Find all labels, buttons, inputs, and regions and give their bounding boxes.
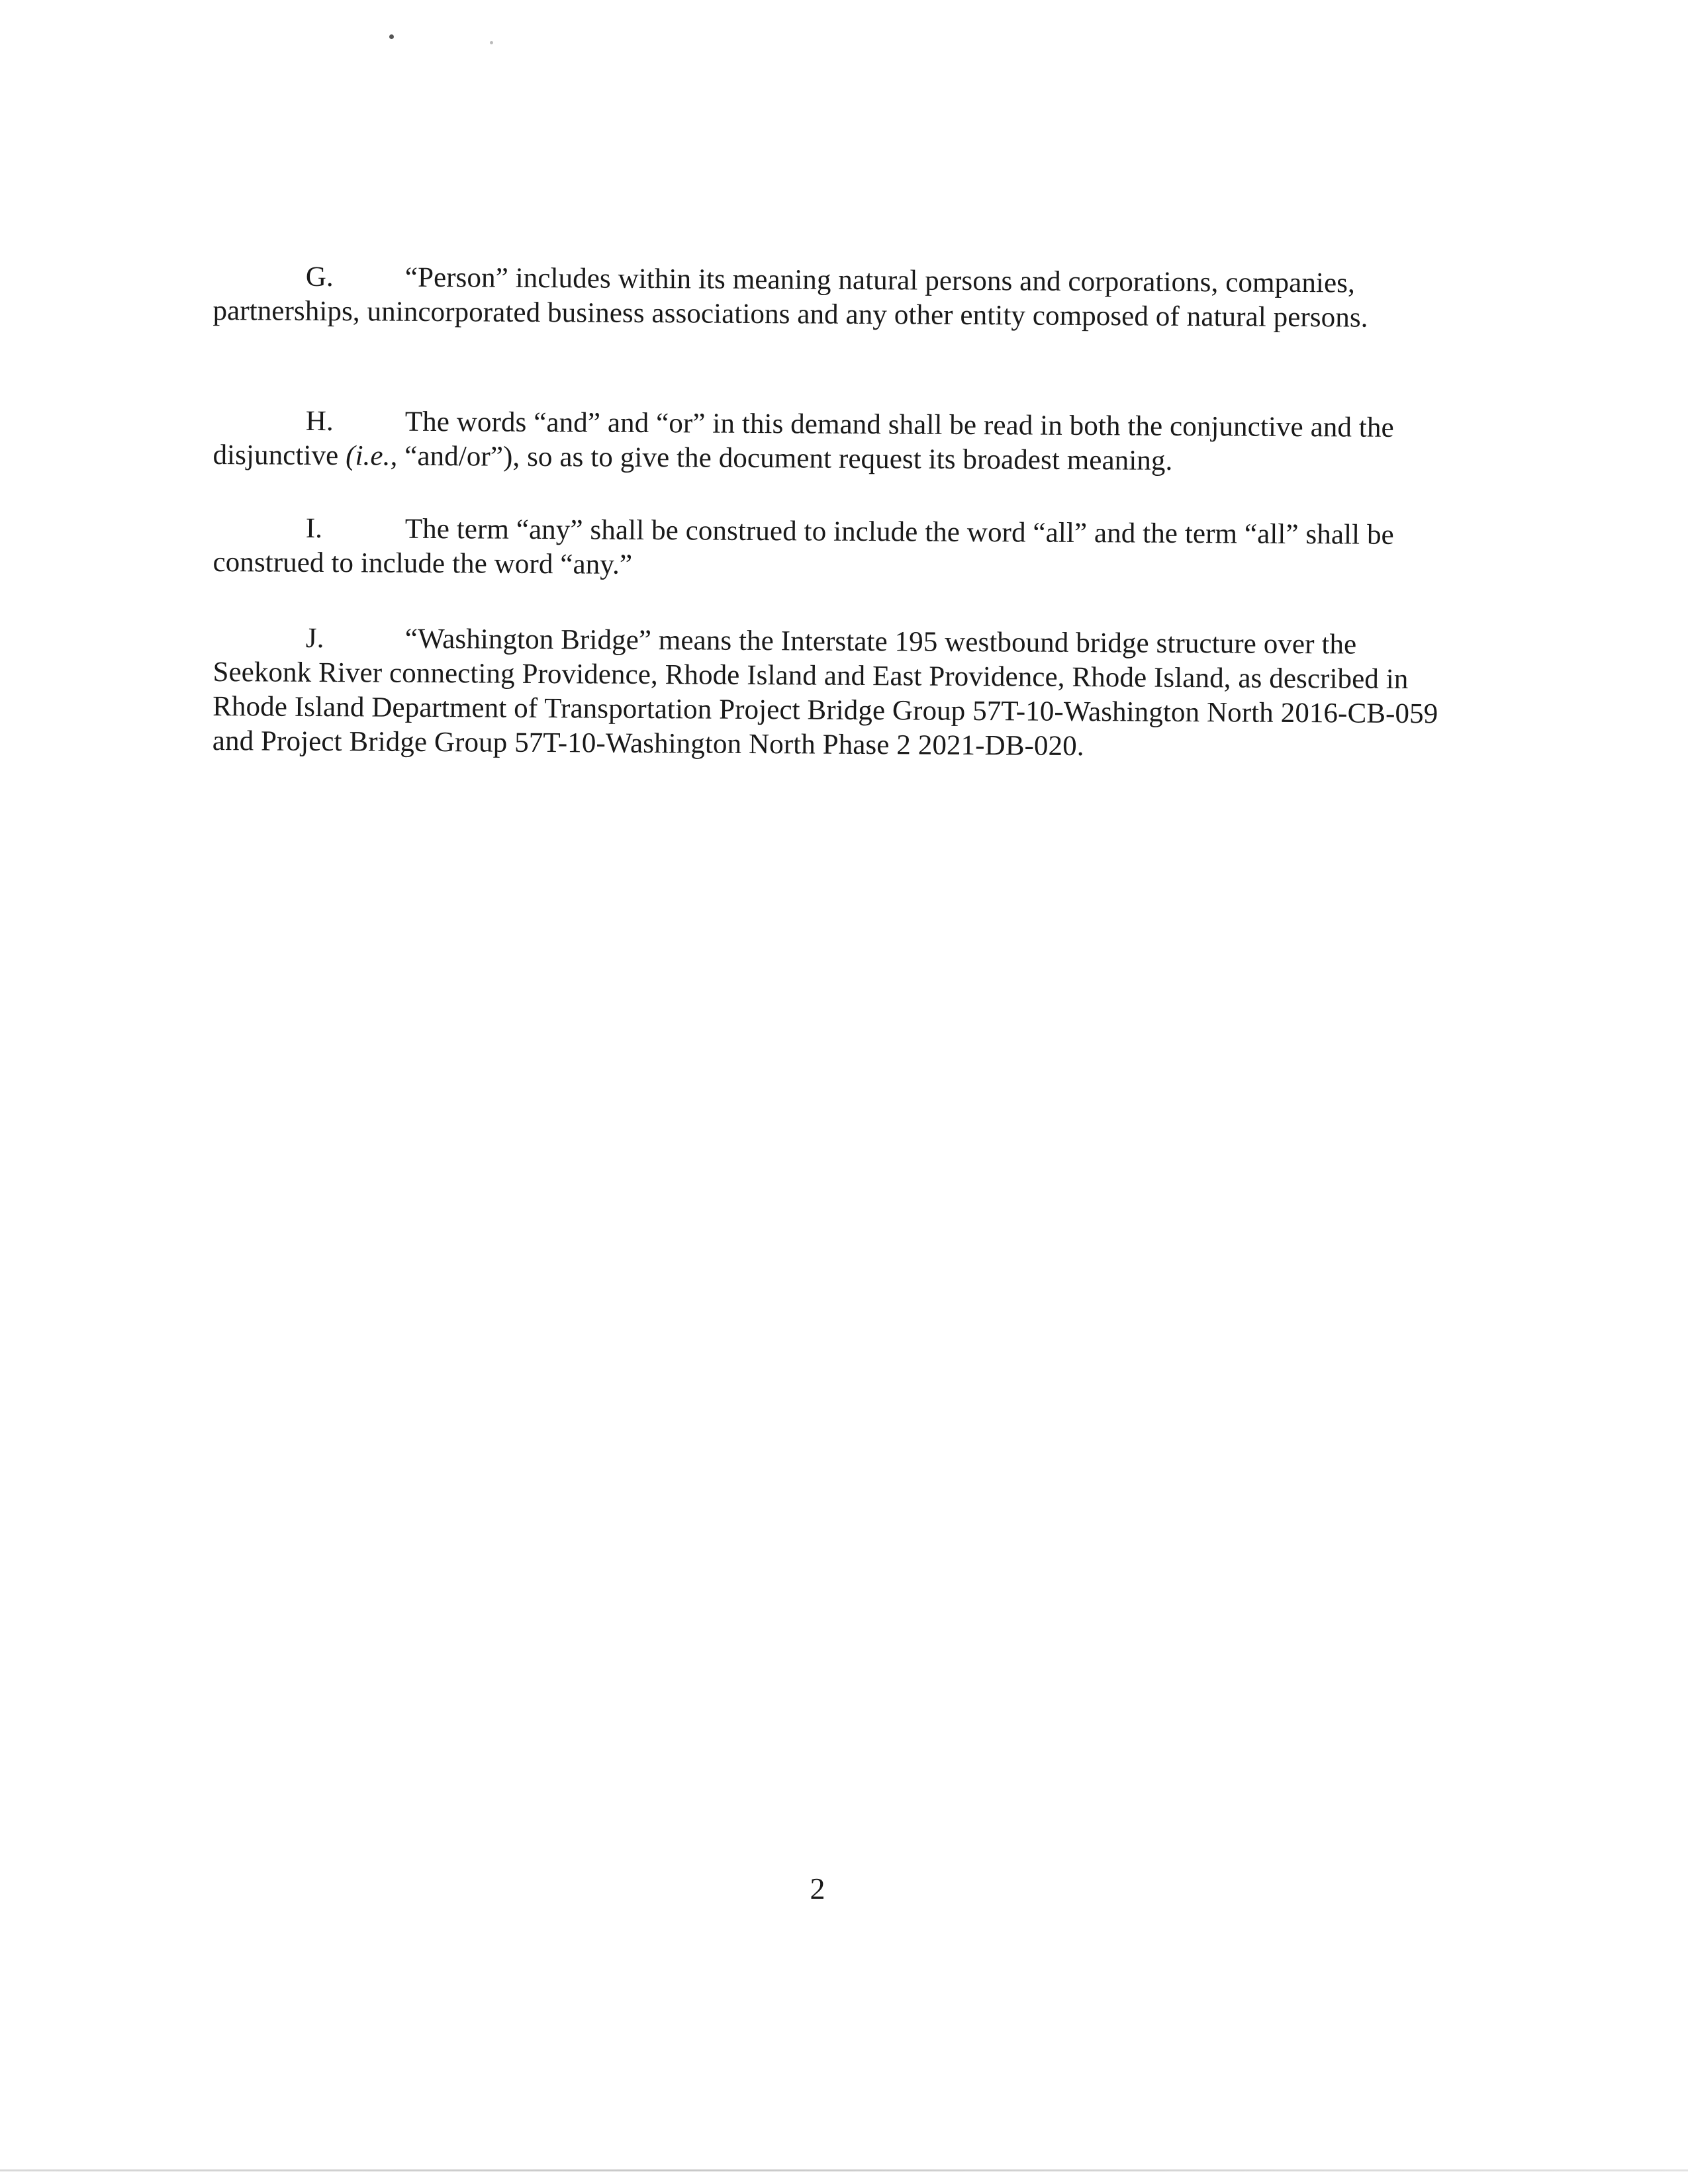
paragraph-letter: G. (305, 261, 334, 293)
paragraph-italic-text: (i.e., (346, 440, 398, 472)
paragraph-j (212, 621, 1444, 766)
paragraph-letter: H. (305, 405, 334, 437)
paragraph-text: The term “any” shall be construed to include the word “all” and the term “all” shall be construed to include the word “any.” (212, 513, 1394, 580)
paragraph-text: “and/or”), so as to give the document request its broadest meaning. (397, 440, 1173, 477)
paragraph-text: “Washington Bridge” means the Interstate 195 westbound bridge structure over the Seekonk River connecting Providence, Rhode Island and East Providence, Rhode Island, as described in Rhode Island Department of Transportation Project Bridge Group 57T-10-Washington North 2016-CB-059 and Project Bridge Group 57T-10-Washington North Phase 2 2021-DB-020. (212, 623, 1438, 762)
paragraph-h (212, 404, 1444, 480)
paragraph-letter: I. (305, 512, 323, 545)
scan-edge-line (0, 2169, 1688, 2171)
page-number: 2 (810, 1872, 825, 1905)
scan-speck (490, 41, 493, 44)
paragraph-text: “Person” includes within its meaning natural persons and corporations, companies, partnerships, unincorporated business associations and any other entity composed of natural persons. (212, 261, 1368, 334)
paragraph-g (212, 259, 1444, 336)
paragraph-text: The words “and” and “or” in this demand shall be read in both the conjunctive and the disjunctive (212, 406, 1394, 472)
paragraph-i (212, 511, 1444, 587)
paragraph-letter: J. (305, 622, 324, 655)
scan-speck (389, 34, 394, 39)
